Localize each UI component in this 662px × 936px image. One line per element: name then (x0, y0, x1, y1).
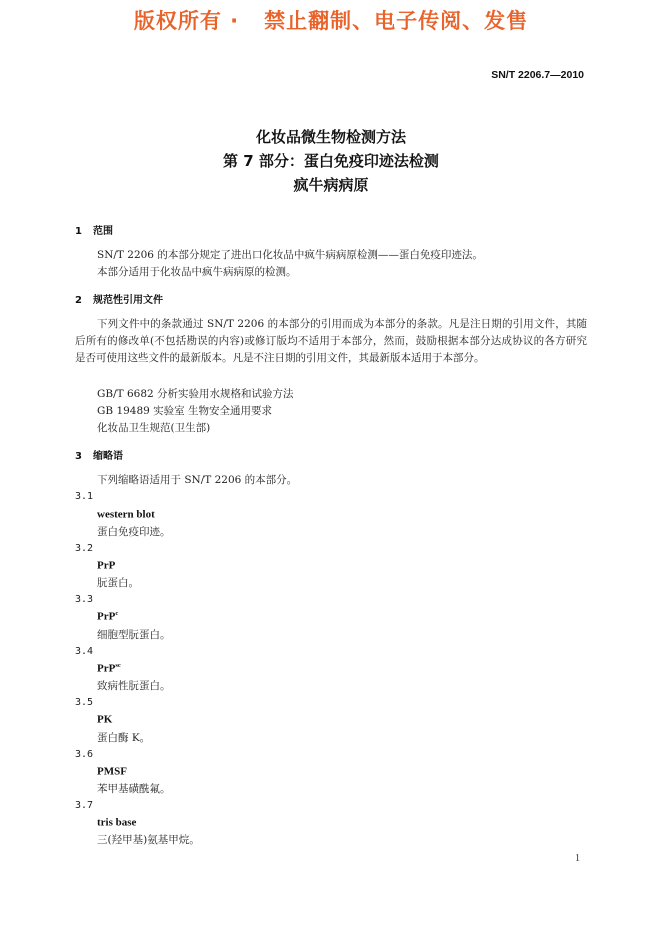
abbreviation-term (97, 662, 121, 675)
subsection-number: 3.5 (75, 697, 94, 708)
section-title: 规范性引用文件 (93, 295, 163, 306)
abbreviation-term (97, 713, 112, 726)
reference-item: GB 19489 实验室 生物安全通用要求 (97, 405, 273, 417)
abbreviation-definition: 朊蛋白。 (97, 577, 139, 589)
subsection-number: 3.7 (75, 800, 94, 811)
reference-item: GB/T 6682 分析实验用水规格和试验方法 (97, 388, 294, 400)
term-text: western blot (97, 508, 155, 521)
section-1-paragraph-1: SN/T 2206 的本部分规定了进出口化妆品中疯牛病病原检测——蛋白免疫印迹法。 (97, 249, 483, 261)
section-1-paragraph-2: 本部分适用于化妆品中疯牛病病原的检测。 (97, 266, 297, 278)
abbreviation-term (97, 559, 115, 572)
section-title: 范围 (93, 226, 113, 237)
abbreviation-definition: 致病性朊蛋白。 (97, 680, 171, 692)
section-2-heading (75, 291, 163, 306)
section-title: 缩略语 (93, 451, 123, 462)
term-text: tris base (97, 816, 137, 829)
subsection-number: 3.3 (75, 594, 94, 605)
section-number: 1 (75, 226, 82, 237)
term-text: PrP (97, 610, 116, 623)
term-text: PMSF (97, 765, 127, 778)
term-text: PrP (97, 559, 116, 572)
abbreviation-definition: 蛋白免疫印迹。 (97, 526, 171, 538)
section-number: 3 (75, 451, 82, 462)
subsection-number: 3.6 (75, 749, 94, 760)
term-text: PrP (97, 662, 116, 675)
page-number: 1 (575, 853, 580, 864)
abbreviation-term (97, 765, 127, 778)
abbreviation-definition: 苯甲基磺酰氟。 (97, 783, 171, 795)
subsection-number: 3.2 (75, 543, 94, 554)
term-superscript: c (115, 610, 119, 617)
abbreviation-term (97, 508, 155, 521)
abbreviation-definition: 细胞型朊蛋白。 (97, 629, 171, 641)
abbreviation-definition: 三(羟甲基)氨基甲烷。 (97, 834, 200, 846)
term-superscript: sc (115, 662, 121, 669)
section-number: 2 (75, 295, 82, 306)
subsection-number: 3.4 (75, 646, 94, 657)
document-title-line-2: 第 7 部分：蛋白免疫印迹法检测 (223, 152, 439, 170)
copyright-watermark: 版权所有 · 禁止翻制、电子传阅、发售 (133, 9, 529, 33)
abbreviation-term (97, 816, 136, 829)
section-3-heading (75, 447, 123, 462)
term-text: PK (97, 713, 113, 726)
section-2-paragraph: 下列文件中的条款通过 SN/T 2206 的本部分的引用而成为本部分的条款。凡是注日期的引用文件，其随后所有的修改单(不包括勘误的内容)或修订版均不适用于本部分，然而，鼓励根据本部分达成协议的各方研究是否可使用这些文件的最新版本。凡是不注日期的引用文件，其最新版本适用于本部分。 (75, 318, 587, 364)
document-title-line-3: 疯牛病病原 (293, 176, 369, 194)
abbreviation-definition: 蛋白酶 K。 (97, 732, 151, 744)
standard-number: SN/T 2206.7—2010 (491, 69, 584, 81)
section-3-intro: 下列缩略语适用于 SN/T 2206 的本部分。 (97, 474, 298, 486)
subsection-number: 3.1 (75, 491, 94, 502)
section-1-heading (75, 222, 113, 237)
reference-item: 化妆品卫生规范(卫生部) (97, 422, 211, 434)
abbreviation-term (97, 610, 118, 623)
document-title-line-1: 化妆品微生物检测方法 (255, 128, 406, 146)
